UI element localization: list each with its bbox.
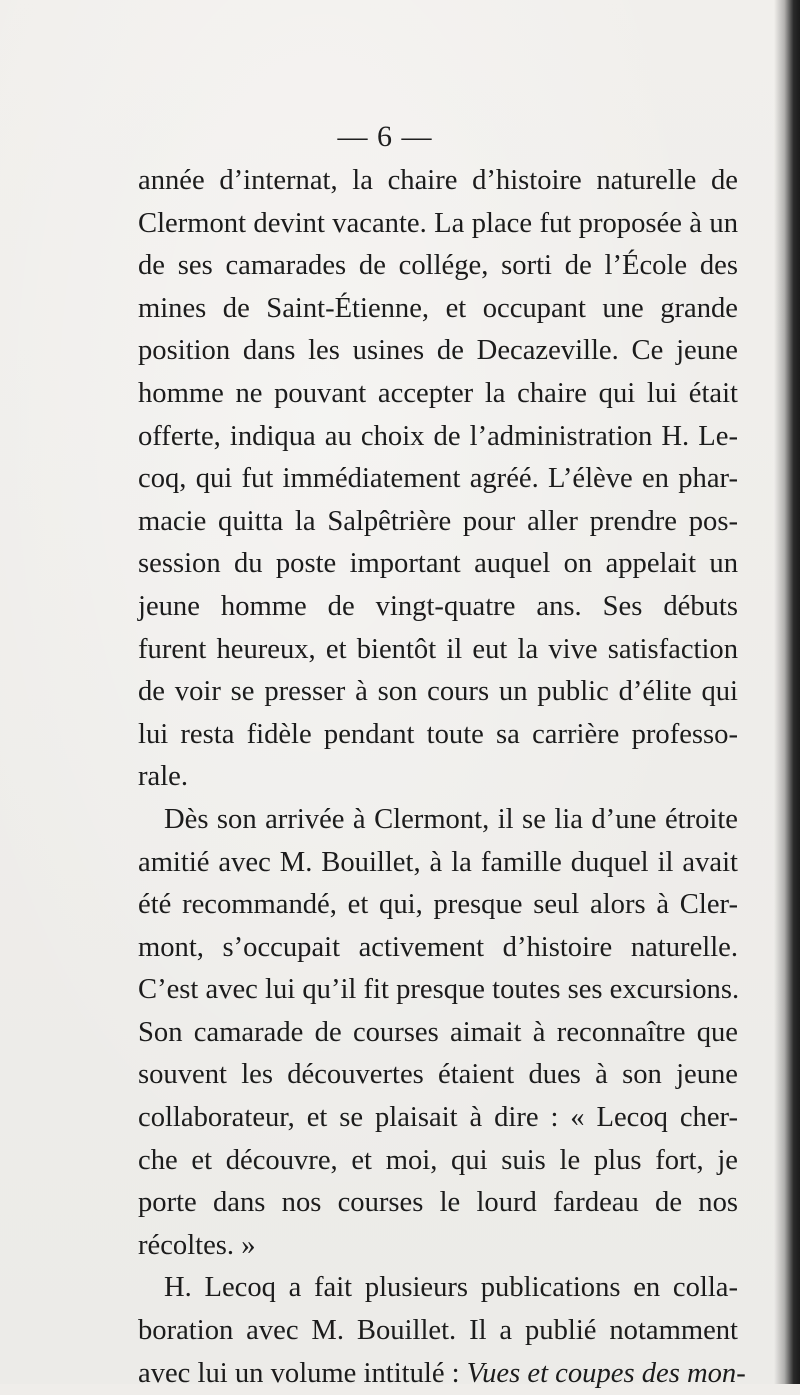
page-edge-shadow [774,0,800,1384]
text-line: année d’internat, la chaire d’histoire naturelle de [138,165,738,196]
text-line: macie quitta la Salpêtrière pour aller prendre pos- [138,505,738,537]
text-line: de voir se presser à son cours un public d’élite qui [138,676,738,708]
text-line: position dans les usines de Decazeville. Ce jeune [138,335,738,367]
text-line: rale. [138,761,188,793]
text-line: porte dans nos courses le lourd fardeau de nos [138,1187,738,1219]
text-line: de ses camarades de collége, sorti de l’École des [138,250,738,282]
text-line: homme ne pouvant accepter la chaire qui lui était [138,377,738,409]
body-text [138,160,746,1395]
page-number: — 6 — [337,120,433,153]
text-line: mont, s’occupait activement d’histoire naturelle. [138,931,738,963]
text-line: che et découvre, et moi, qui suis le plus fort, je [138,1144,738,1176]
text-line: souvent les découvertes étaient dues à son jeune [138,1059,738,1091]
text-line: amitié avec M. Bouillet, à la famille duquel il avait [138,846,738,878]
text-line: session du poste important auquel on appelait un [138,548,738,580]
text-line: lui resta fidèle pendant toute sa carrière professo- [138,718,738,750]
text-line: collaborateur, et se plaisait à dire : « Lecoq cher- [138,1102,738,1134]
text-line-normal: avec lui un volume intitulé : [138,1357,460,1389]
text-line: récoltes. » [138,1229,256,1261]
text-line: boration avec M. Bouillet. Il a publié notamment [138,1315,738,1347]
text-line: H. Lecoq a fait plusieurs publications en colla- [164,1272,738,1304]
text-line: Dès son arrivée à Clermont, il se lia d’une étroite [164,803,738,835]
book-title-italic: Vues et coupes des mon- [466,1357,746,1389]
text-line [138,1353,746,1395]
text-line: mines de Saint-Étienne, et occupant une grande [138,292,738,324]
text-line: C’est avec lui qu’il fit presque toutes ses excursions. [138,974,740,1006]
text-line: jeune homme de vingt-quatre ans. Ses débuts [138,590,738,622]
text-line: Clermont devint vacante. La place fut proposée à un [138,207,738,239]
text-line: Son camarade de courses aimait à reconnaître que [138,1016,738,1048]
text-line: été recommandé, et qui, presque seul alors à Cler- [138,889,738,921]
text-line: furent heureux, et bientôt il eut la vive satisfaction [138,633,738,665]
text-line: coq, qui fut immédiatement agréé. L’élève en phar- [138,463,738,495]
text-line: offerte, indiqua au choix de l’administration H. Le- [138,420,738,452]
